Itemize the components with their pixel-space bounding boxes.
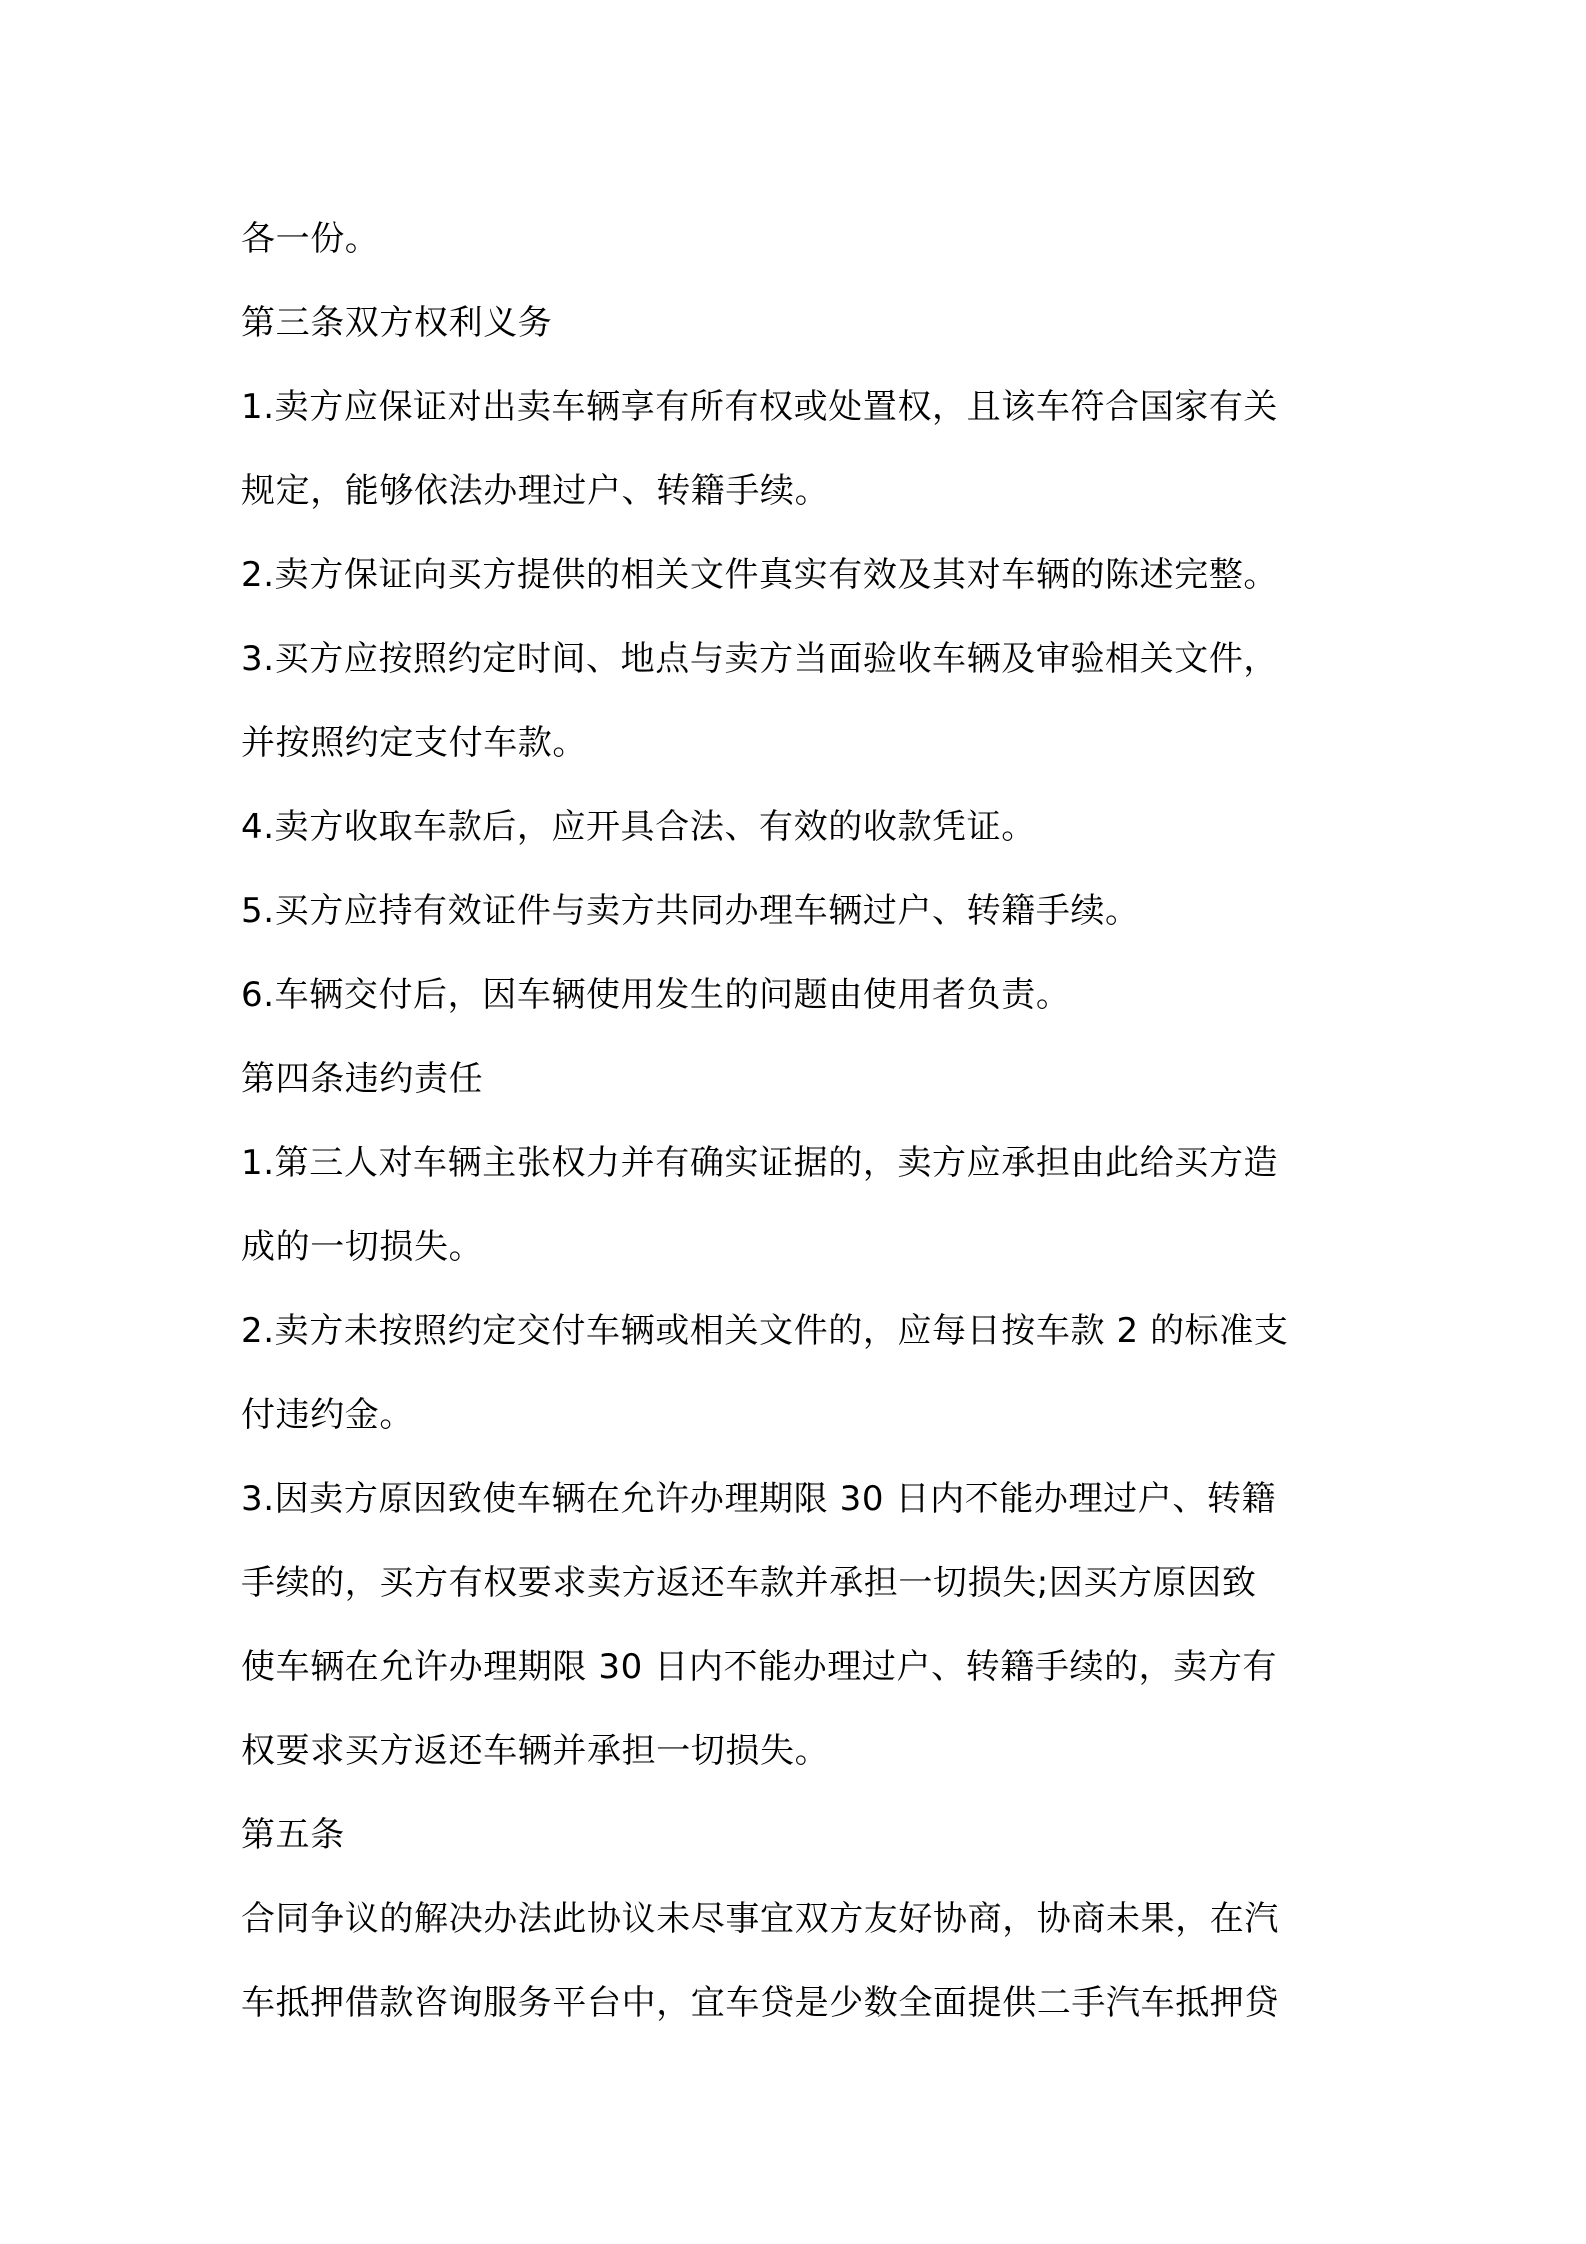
text-line: 权要求买方返还车辆并承担一切损失。 [241,1731,830,1771]
text-line: 2.卖方未按照约定交付车辆或相关文件的，应每日按车款 2 的标准支 [241,1311,1289,1351]
section-heading: 第三条双方权利义务 [241,303,553,343]
text-line: 1.卖方应保证对出卖车辆享有所有权或处置权，且该车符合国家有关 [241,387,1279,427]
text-line: 1.第三人对车辆主张权力并有确实证据的，卖方应承担由此给买方造 [241,1143,1279,1183]
text-line: 6.车辆交付后，因车辆使用发生的问题由使用者负责。 [241,975,1071,1015]
text-line: 各一份。 [241,219,380,259]
text-line: 付违约金。 [241,1395,414,1435]
document-body [241,197,1361,2045]
text-line: 规定，能够依法办理过户、转籍手续。 [241,471,830,511]
section-heading: 第四条违约责任 [241,1059,484,1099]
text-line: 成的一切损失。 [241,1227,484,1267]
text-line: 3.因卖方原因致使车辆在允许办理期限 30 日内不能办理过户、转籍 [241,1479,1277,1519]
text-line: 4.卖方收取车款后，应开具合法、有效的收款凭证。 [241,807,1036,847]
text-line: 2.卖方保证向买方提供的相关文件真实有效及其对车辆的陈述完整。 [241,555,1279,595]
section-heading: 第五条 [241,1815,345,1855]
text-line: 5.买方应持有效证件与卖方共同办理车辆过户、转籍手续。 [241,891,1140,931]
text-line: 车抵押借款咨询服务平台中，宜车贷是少数全面提供二手汽车抵押贷 [241,1983,1279,2023]
text-line: 使车辆在允许办理期限 30 日内不能办理过户、转籍手续的，卖方有 [241,1647,1278,1687]
text-line: 手续的，买方有权要求卖方返还车款并承担一切损失;因买方原因致 [241,1563,1257,1603]
text-line: 合同争议的解决办法此协议未尽事宜双方友好协商，协商未果，在汽 [241,1899,1279,1939]
text-line: 3.买方应按照约定时间、地点与卖方当面验收车辆及审验相关文件， [241,639,1279,679]
text-line: 并按照约定支付车款。 [241,723,587,763]
